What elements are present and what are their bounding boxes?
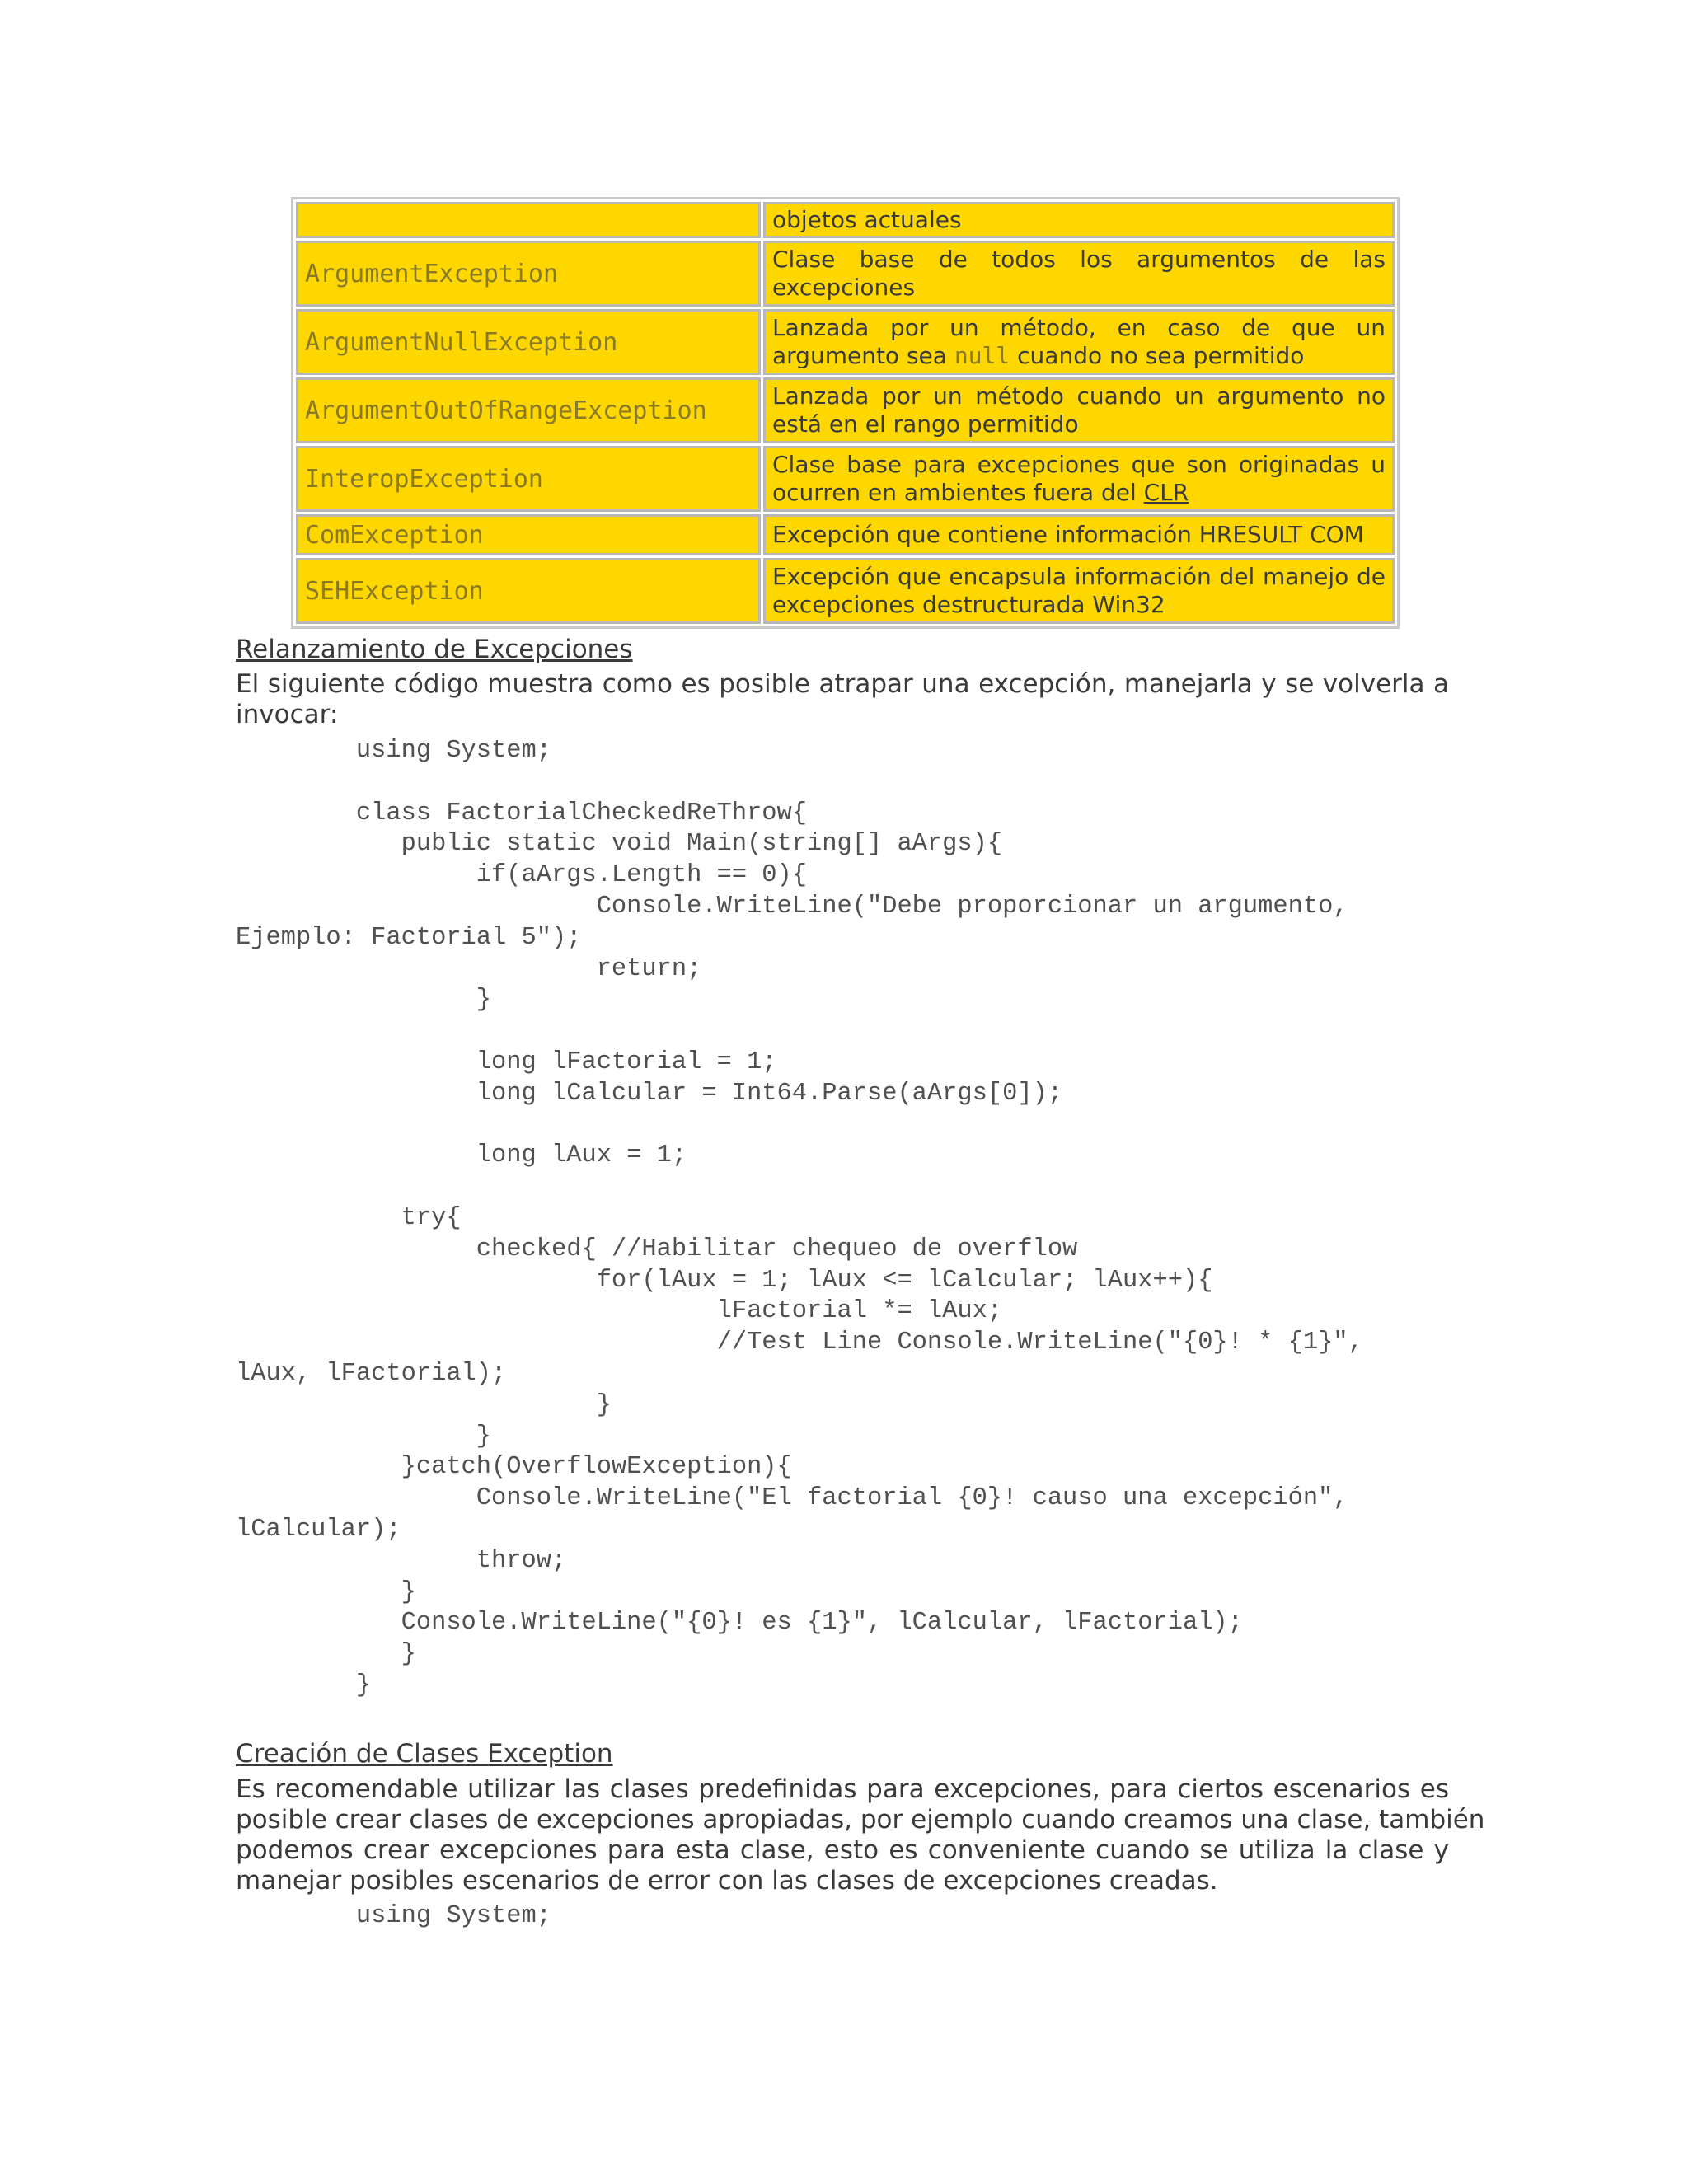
exception-description [763,446,1395,512]
paragraph-line: El siguiente código muestra como es posible atrapar una excepción, manejarla y se volverla a [236,669,1449,699]
code-line: lAux, lFactorial); [236,1359,507,1388]
table-row [296,514,1395,555]
exception-name: ArgumentException [296,241,761,307]
exceptions-table [291,197,1400,629]
exception-name: InteropException [296,446,761,512]
code-line: } [596,1390,612,1419]
create-exception-code-block [236,1901,551,1933]
exception-name: ComException [296,514,761,555]
exception-description: Clase base de todos los argumentos de las excepciones [763,241,1395,307]
rethrow-paragraph [236,669,1449,730]
code-line: using System; [236,1902,551,1930]
code-line: } [401,1640,416,1669]
code-line: }catch(OverflowException){ [401,1453,792,1482]
code-line: Console.WriteLine("El factorial {0}! causo una excepción", [476,1484,1348,1513]
code-line: //Test Line Console.WriteLine("{0}! * {1}", [716,1329,1363,1357]
code-line: Console.WriteLine("Debe proporcionar un argumento, [596,892,1348,921]
table-row [296,309,1395,375]
exception-name [296,202,761,238]
section-heading-rethrow: Relanzamiento de Excepciones [236,635,633,664]
table-row [296,241,1395,307]
null-keyword: null [954,342,1010,369]
section-heading-create-exception: Creación de Clases Exception [236,1739,613,1769]
table-row [296,558,1395,624]
clr-link[interactable]: CLR [1143,479,1189,506]
create-exception-paragraph [236,1774,1485,1896]
table-row [296,202,1395,238]
table-row [296,377,1395,443]
code-line: throw; [476,1546,567,1575]
code-line: lCalcular); [236,1515,401,1544]
code-line: public static void Main(string[] aArgs){ [401,830,1003,859]
exception-description: Lanzada por un método cuando un argumento no está en el rango permitido [763,377,1395,443]
exception-description [763,309,1395,375]
code-line: long lAux = 1; [476,1141,687,1170]
code-line: } [476,986,492,1015]
code-line: Console.WriteLine("{0}! es {1}", lCalcular, lFactorial); [401,1609,1243,1638]
code-line: long lCalcular = Int64.Parse(aArgs[0]); [476,1079,1063,1108]
code-line: return; [596,954,702,983]
code-line: } [236,1671,372,1699]
paragraph-line: Es recomendable utilizar las clases predefinidas para excepciones, para ciertos escenarios es [236,1774,1449,1804]
code-line: long lFactorial = 1; [476,1047,777,1076]
code-line: for(lAux = 1; lAux <= lCalcular; lAux++){ [596,1266,1213,1295]
code-line: } [401,1577,416,1606]
table-row [296,446,1395,512]
rethrow-code-block [236,736,1363,1702]
exception-description: objetos actuales [763,202,1395,238]
code-line: } [476,1422,492,1451]
exception-name: ArgumentNullException [296,309,761,375]
code-line: class FactorialCheckedReThrow{ [355,799,808,827]
code-line: lFactorial *= lAux; [716,1297,1003,1326]
paragraph-line: posible crear clases de excepciones apropiadas, por ejemplo cuando creamos una clase, también [236,1805,1485,1835]
code-line: using System; [355,737,551,765]
exception-description: Excepción que contiene información HRESULT COM [763,514,1395,555]
paragraph-line: podemos crear excepciones para esta clase, esto es conveniente cuando se utiliza la clase y [236,1835,1449,1865]
code-line: Ejemplo: Factorial 5"); [236,923,582,952]
description-text: Clase base para excepciones que son originadas u ocurren en ambientes fuera del [772,451,1386,506]
exception-name: ArgumentOutOfRangeException [296,377,761,443]
paragraph-line: manejar posibles escenarios de error con las clases de excepciones creadas. [236,1866,1218,1896]
exception-description: Excepción que encapsula información del manejo de excepciones destructurada Win32 [763,558,1395,624]
paragraph-line: invocar: [236,700,339,729]
code-line: try{ [401,1203,462,1232]
exception-name: SEHException [296,558,761,624]
code-line: checked{ //Habilitar chequeo de overflow [476,1235,1078,1263]
code-line: if(aArgs.Length == 0){ [476,861,808,890]
description-text: cuando no sea permitido [1010,342,1305,369]
description-text: Lanzada por un método, en caso de que un argumento sea [772,314,1386,369]
